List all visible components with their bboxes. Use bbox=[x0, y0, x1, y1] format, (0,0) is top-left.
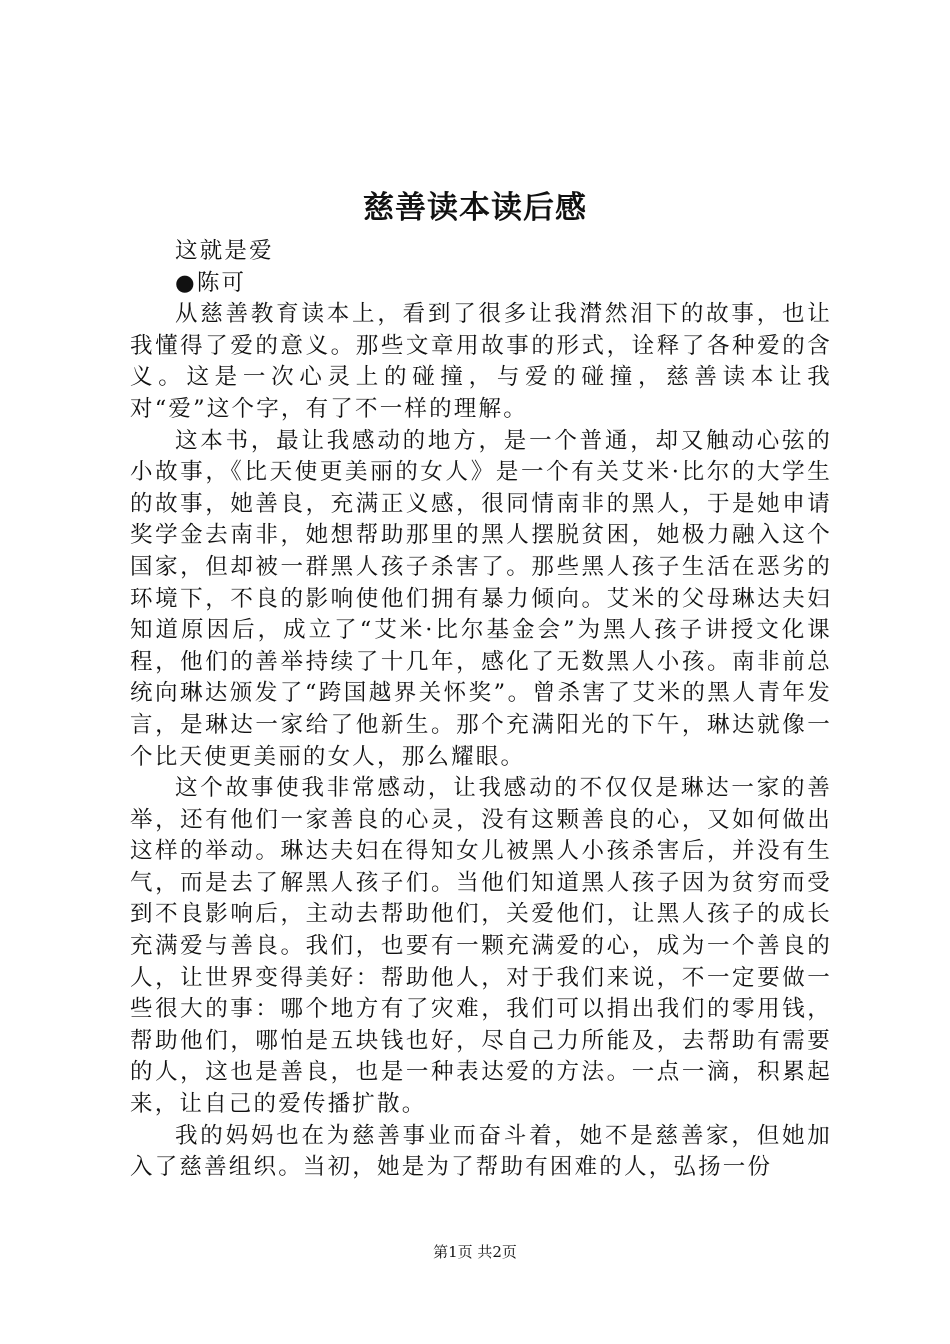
paragraph: 这个故事使我非常感动，让我感动的不仅仅是琳达一家的善举，还有他们一家善良的心灵，没有这颗善良的心，又如何做出这样的举动。琳达夫妇在得知女儿被黑人小孩杀害后，并没有生气，而是去了解黑人孩子们。当他们知道黑人孩子因为贫穷而受到不良影响后，主动去帮助他们，关爱他们，让黑人孩子的成长充满爱与善良。我们，也要有一颗充满爱的心，成为一个善良的人，让世界变得美好：帮助他人，对于我们来说，不一定要做一些很大的事：哪个地方有了灾难，我们可以捐出我们的零用钱，帮助他们，哪怕是五块钱也好，尽自己力所能及，去帮助有需要的人，这也是善良，也是一种表达爱的方法。一点一滴，积累起来，让自己的爱传播扩散。 bbox=[130, 775, 832, 1118]
subtitle: 这就是爱 bbox=[175, 238, 274, 264]
paragraph: 从慈善教育读本上，看到了很多让我潸然泪下的故事，也让我懂得了爱的意义。那些文章用故事的形式，诠释了各种爱的含义。这是一次心灵上的碰撞，与爱的碰撞，慈善读本让我对“爱”这个字，有了不一样的理解。 bbox=[130, 301, 832, 422]
paragraph: 我的妈妈也在为慈善事业而奋斗着，她不是慈善家，但她加入了慈善组织。当初，她是为了帮助有困难的人，弘扬一份 bbox=[130, 1122, 832, 1181]
document-title: 慈善读本读后感 bbox=[363, 190, 587, 226]
page-number-footer: 第1页 共2页 bbox=[433, 1243, 517, 1261]
document-body bbox=[130, 236, 832, 1184]
paragraph: 这本书，最让我感动的地方，是一个普通，却又触动心弦的小故事，《比天使更美丽的女人》是一个有关艾米·比尔的大学生的故事，她善良，充满正义感，很同情南非的黑人，于是她申请奖学金去南非，她想帮助那里的黑人摆脱贫困，她极力融入这个国家，但却被一群黑人孩子杀害了。那些黑人孩子生活在恶劣的环境下，不良的影响使他们拥有暴力倾向。艾米的父母琳达夫妇知道原因后，成立了“艾米·比尔基金会”为黑人孩子讲授文化课程，他们的善举持续了十几年，感化了无数黑人小孩。南非前总统向琳达颁发了“跨国越界关怀奖”。曾杀害了艾米的黑人青年发言，是琳达一家给了他新生。那个充满阳光的下午，琳达就像一个比天使更美丽的女人，那么耀眼。 bbox=[130, 427, 832, 770]
author-line: ●陈可 bbox=[175, 269, 247, 296]
